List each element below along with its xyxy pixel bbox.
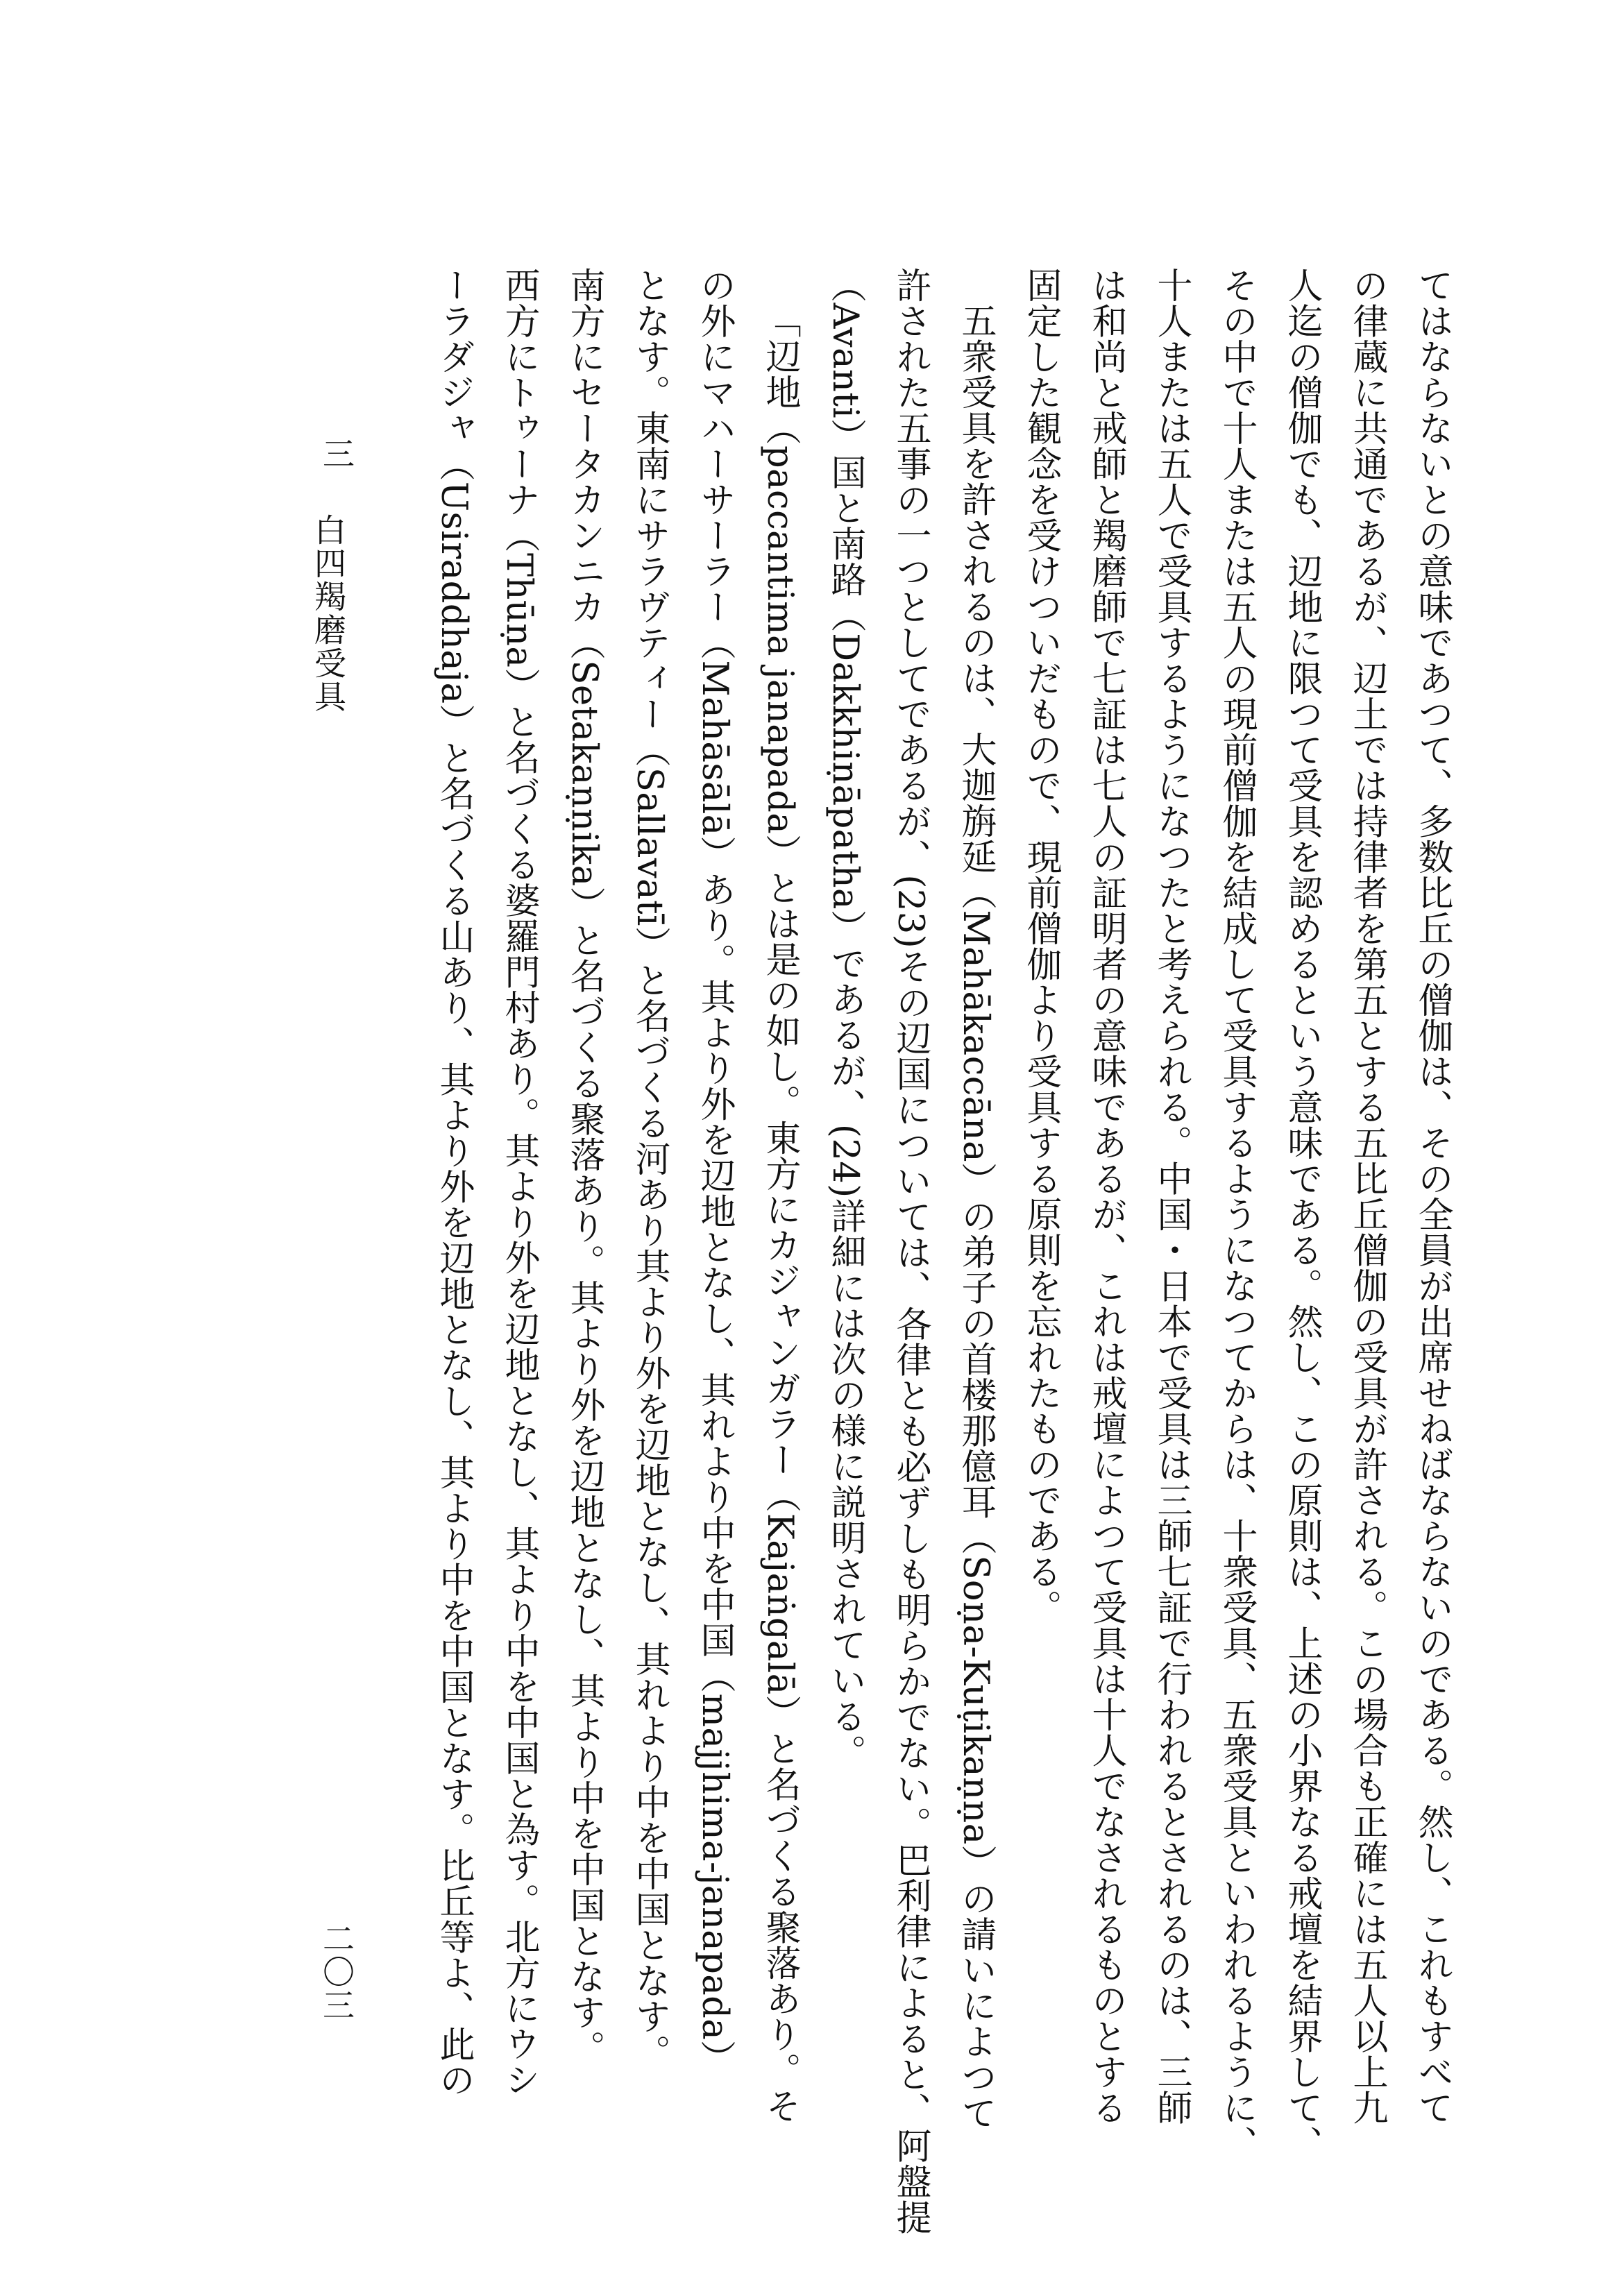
body-text [421, 267, 1464, 2236]
text-line: 十人または五人で受具するようになつたと考えられる。中国・日本で受具は三師七証で行われるとされるのは、三師 [1151, 267, 1192, 2125]
text-line: ーラダジャ（Usiraddhaja）と名づくる山あり、其より外を辺地となし、其より中を中国となす。比丘等よ、此の [433, 267, 474, 2098]
text-line: 五衆受具を許されるのは、大迦旃延（Mahākaccāna）の弟子の首楼那億耳（Soṇa-Kuṭikaṇṇa）の請いによつて [955, 303, 996, 2131]
running-head-section-number: 三 [318, 437, 355, 469]
text-line: 許された五事の一つとしてであるが、(23)その辺国については、各律とも必ずしも明らかでない。巴利律によると、阿盤提 [890, 267, 931, 2236]
running-head-title: 白四羯磨受具 [310, 513, 347, 713]
text-line: 人迄の僧伽でも、辺地に限つて受具を認めるという意味である。然し、この原則は、上述の小界なる戒壇を結界して、 [1281, 267, 1322, 2161]
text-line: その中で十人または五人の現前僧伽を結成して受具するようになつてからは、十衆受具、五衆受具といわれるように、 [1216, 267, 1257, 2161]
text-line: は和尚と戒師と羯磨師で七証は七人の証明者の意味であるが、これは戒壇によつて受具は十人でなされるものとする [1085, 267, 1126, 2125]
text-line: 南方にセータカンニカ（Setakaṇṇika）と名づくる聚落あり。其より外を辺地となし、其より中を中国となす。 [564, 267, 604, 2066]
text-line: 西方にトゥーナ（Thūṇa）と名づくる婆羅門村あり。其より外を辺地となし、其より中を中国と為す。北方にウシ [498, 267, 539, 2098]
text-line: 固定した観念を受けついだもので、現前僧伽より受具する原則を忘れたものである。 [1020, 267, 1061, 1625]
text-line: の外にマハーサーラー（Mahāsālā）あり。其より外を辺地となし、其れより中を中国（majjhima-janapada） [694, 267, 735, 2076]
text-line: の律蔵に共通であるが、辺土では持律者を第五とする五比丘僧伽の受具が許される。この場合も正確には五人以上九 [1346, 267, 1387, 2125]
page-number: 二〇三 [318, 1922, 355, 2022]
text-line: 「辺地（paccantima janapada）とは是の如し。東方にカジャンガラー（Kajaṅgalā）と名づくる聚落あり。そ [759, 303, 800, 2124]
text-line: となす。東南にサラヴティー（Sallavatī）と名づくる河あり其より外を辺地となし、其れより中を中国となす。 [629, 267, 670, 2070]
text-line: てはならないとの意味であつて、多数比丘の僧伽は、その全員が出席せねばならないのである。然し、これもすべて [1412, 267, 1453, 2125]
text-line: （Avanti）国と南路（Dakkhiṇāpatha）であるが、(24)詳細には次の様に説明されている。 [824, 267, 865, 1770]
